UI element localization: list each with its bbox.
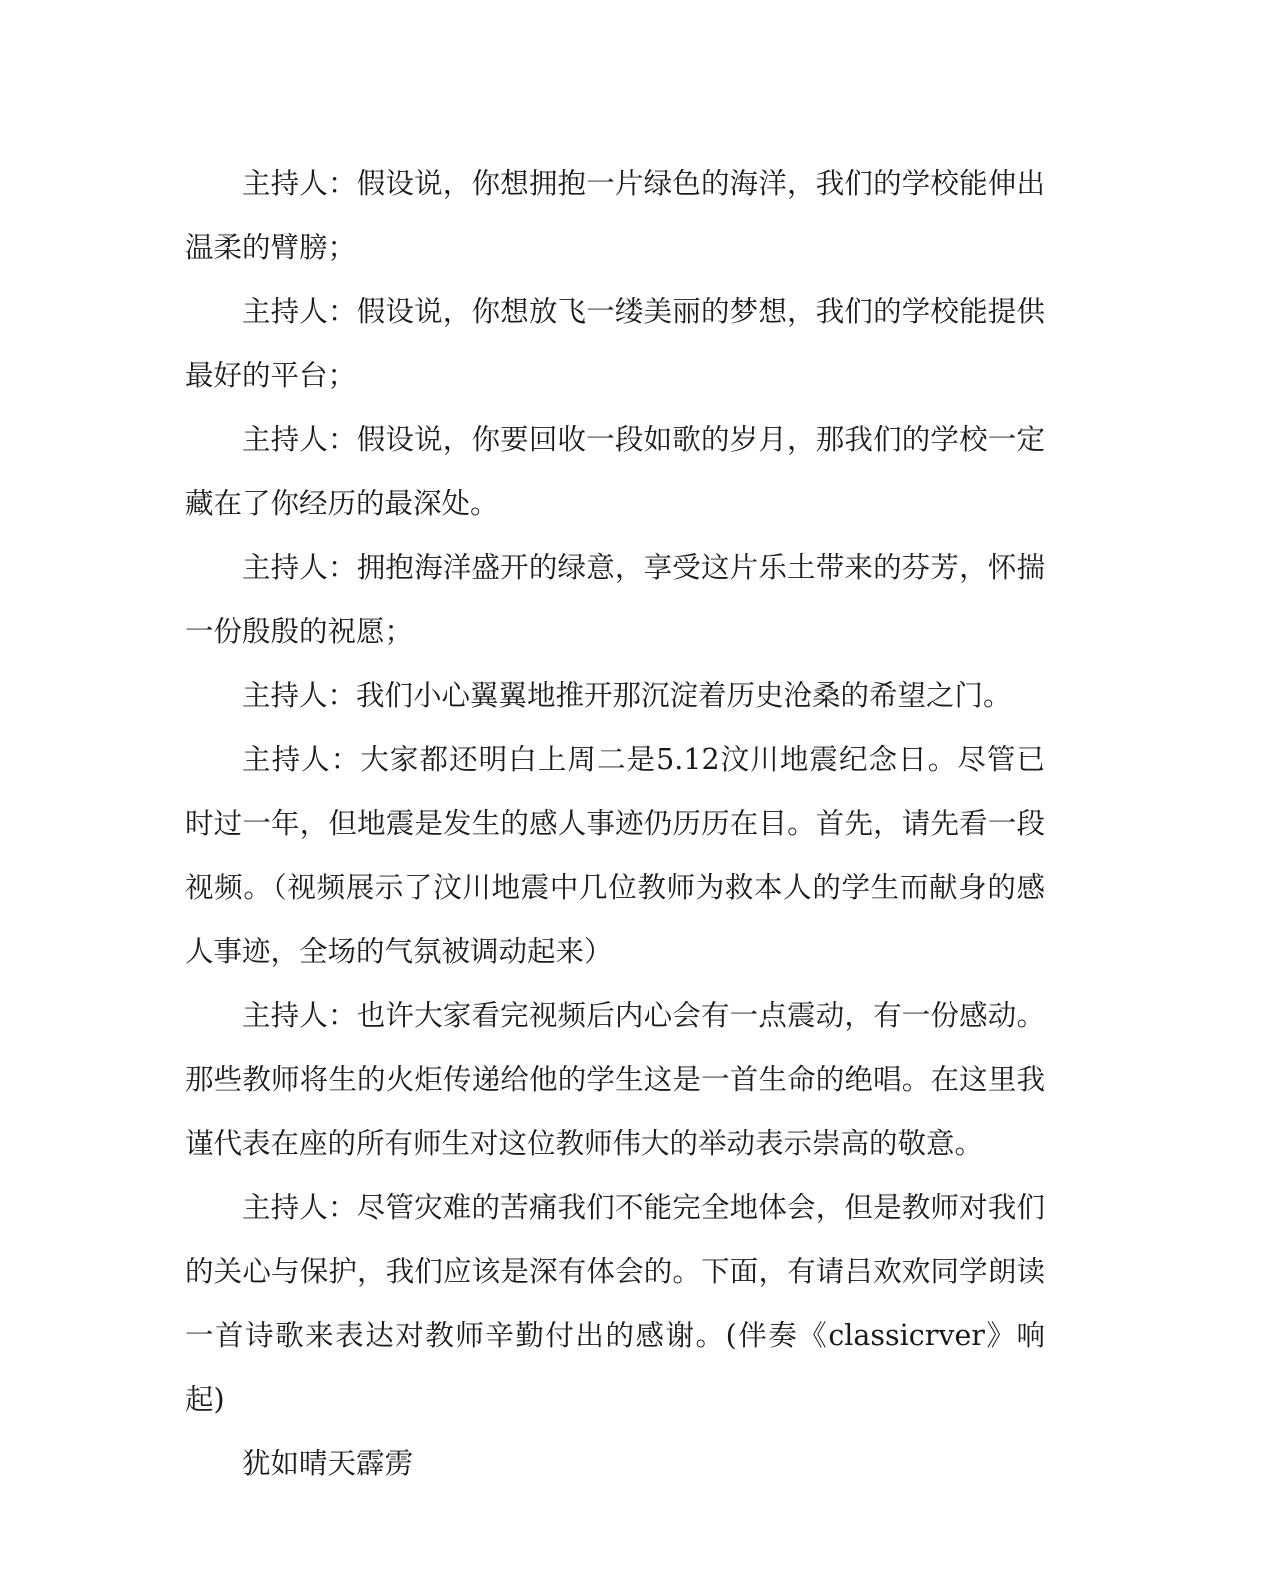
paragraph: 犹如晴天霹雳 bbox=[242, 1447, 414, 1480]
paragraph: 主持人：我们小心翼翼地推开那沉淀着历史沧桑的希望之门。 bbox=[242, 679, 1012, 712]
paragraph: 主持人：假设说，你要回收一段如歌的岁月，那我们的学校一定藏在了你经历的最深处。 bbox=[185, 423, 1045, 520]
paragraph: 主持人：拥抱海洋盛开的绿意，享受这片乐土带来的芬芳，怀揣一份殷殷的祝愿； bbox=[185, 551, 1045, 648]
document-body bbox=[185, 152, 1045, 1496]
paragraph: 主持人：假设说，你想放飞一缕美丽的梦想，我们的学校能提供最好的平台； bbox=[185, 295, 1045, 392]
paragraph: 主持人：假设说，你想拥抱一片绿色的海洋，我们的学校能伸出温柔的臂膀； bbox=[185, 167, 1045, 264]
paragraph: 主持人：大家都还明白上周二是5.12汶川地震纪念日。尽管已时过一年，但地震是发生的感人事迹仍历历在目。首先，请先看一段视频。（视频展示了汶川地震中几位教师为救本人的学生而献身的感人事迹，全场的气氛被调动起来） bbox=[185, 743, 1045, 968]
paragraph: 主持人：尽管灾难的苦痛我们不能完全地体会，但是教师对我们的关心与保护，我们应该是深有体会的。下面，有请吕欢欢同学朗读一首诗歌来表达对教师辛勤付出的感谢。(伴奏《classicrver》响起) bbox=[185, 1191, 1045, 1416]
paragraph: 主持人：也许大家看完视频后内心会有一点震动，有一份感动。那些教师将生的火炬传递给他的学生这是一首生命的绝唱。在这里我谨代表在座的所有师生对这位教师伟大的举动表示崇高的敬意。 bbox=[185, 999, 1045, 1160]
